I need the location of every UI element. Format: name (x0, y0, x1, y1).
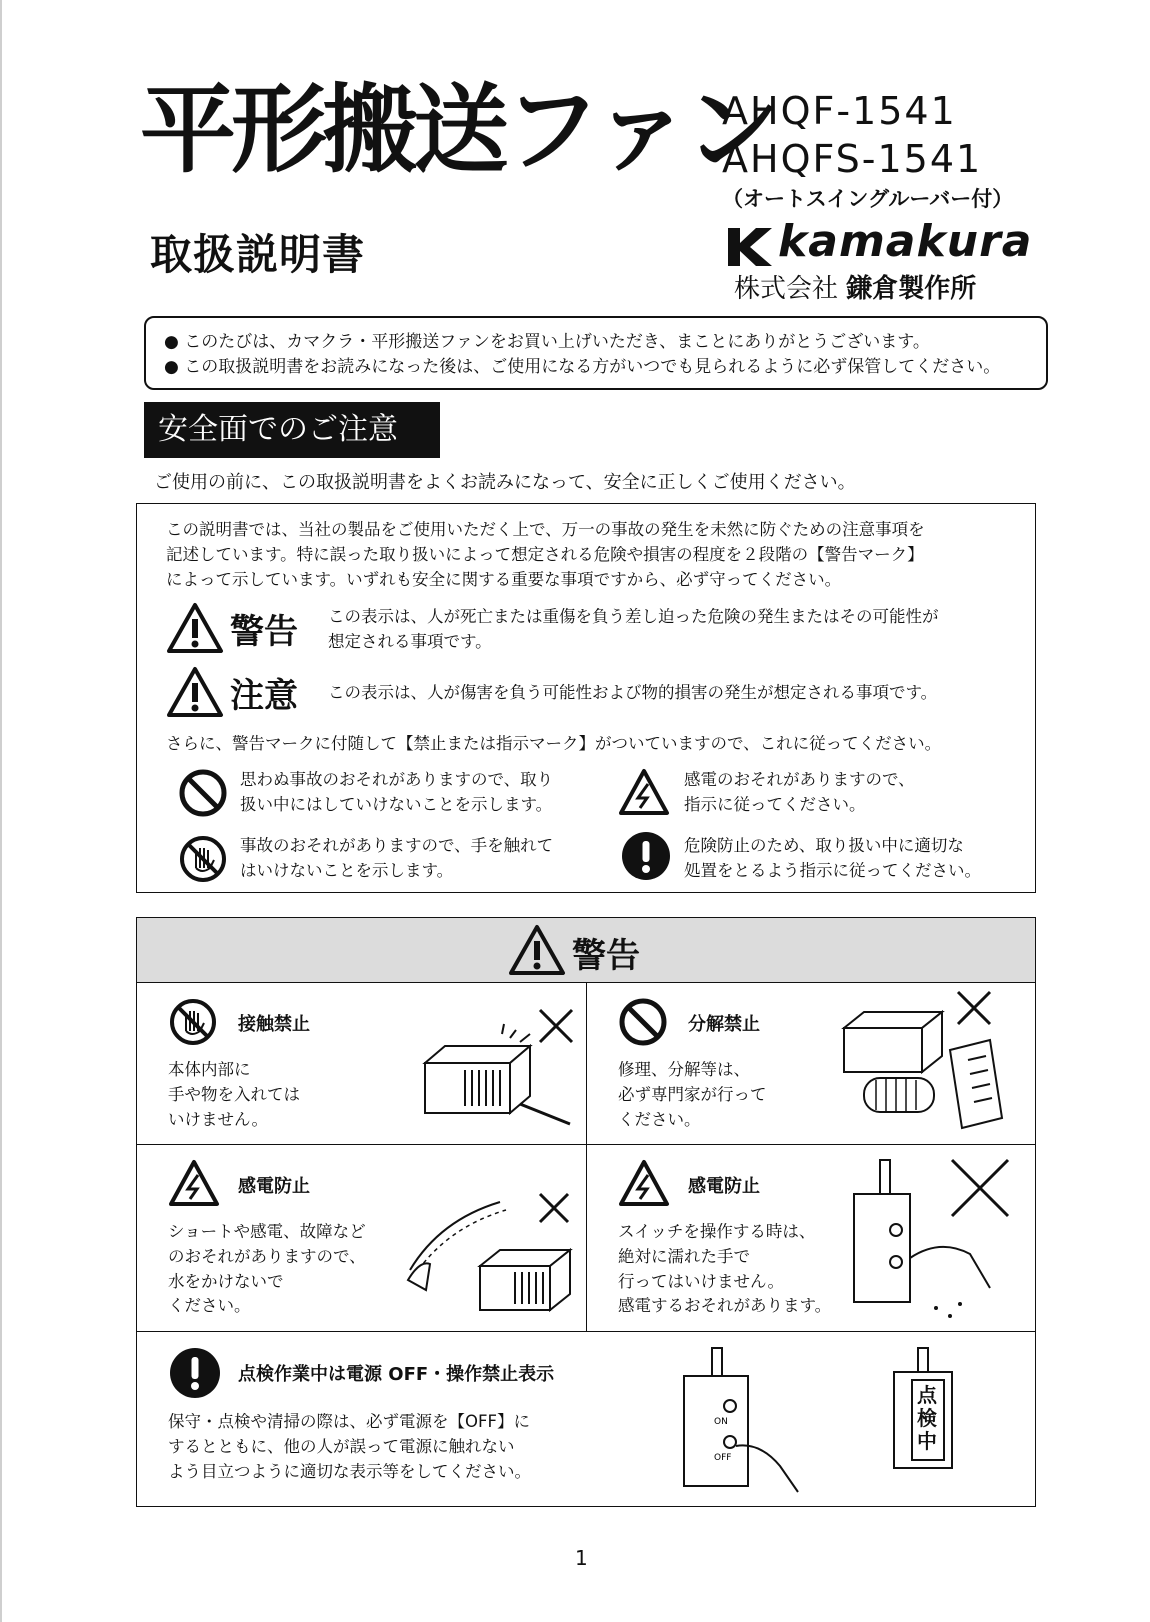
cell-title-power-off: 点検作業中は電源 OFF・操作禁止表示 (238, 1364, 555, 1385)
section-heading: 安全面でのご注意 (144, 402, 440, 458)
warning-desc-2: 想定される事項です。 (328, 632, 492, 651)
cell-title-no-disassembly: 分解禁止 (688, 1014, 760, 1035)
mark-shock-line-2: 指示に従ってください。 (684, 795, 866, 814)
cell-electric-shock-icon-2 (618, 1159, 670, 1207)
intro-line-1: ● このたびは、カマクラ・平形搬送ファンをお買い上げいただき、まことにありがとうございます。 (164, 332, 930, 352)
intro-line-1-text: このたびは、カマクラ・平形搬送ファンをお買い上げいただき、まことにありがとうございます。 (184, 332, 930, 352)
page-number: 1 (575, 1546, 588, 1570)
model-number-2: AHQFS-1541 (722, 137, 983, 181)
mark-notouch-line-1: 事故のおそれがありますので、手を触れて (240, 836, 554, 855)
company-logo (726, 216, 1033, 272)
cell-no-touch-icon (168, 997, 218, 1047)
warning-triangle-icon (166, 602, 224, 654)
prohibition-icon (178, 768, 228, 818)
caution-desc: この表示は、人が傷害を負う可能性および物的損害の発生が想定される事項です。 (328, 683, 938, 702)
mark-notouch-line-2: はいけないことを示します。 (240, 861, 454, 880)
caution-label: 注意 (230, 676, 298, 716)
table-divider-column (586, 982, 587, 1331)
disassembled-fan-illustration (838, 988, 1028, 1138)
cell-body-shock-water: ショートや感電、故障など のおそれがありますので、 水をかけないで ください。 (168, 1222, 366, 1316)
warning-desc-1: この表示は、人が死亡または重傷を負う差し迫った危険の発生またはその可能性が (328, 607, 939, 626)
cell-body-no-disassembly: 修理、分解等は、 必ず専門家が行って ください。 (618, 1060, 767, 1129)
company-main-name: 鎌倉製作所 (846, 274, 977, 304)
cell-prohibition-icon (618, 997, 668, 1047)
switch-off-label: OFF (714, 1453, 732, 1463)
explanation-line-1: この説明書では、当社の製品をご使用いただく上で、万一の事故の発生を未然に防ぐための注意事項を (166, 520, 925, 539)
mark-prohibition-line-1: 思わぬ事故のおそれがありますので、取り (240, 770, 554, 789)
mandatory-icon (620, 830, 672, 882)
caution-triangle-icon (166, 666, 224, 718)
warning-label: 警告 (230, 612, 298, 652)
cell-title-shock-switch: 感電防止 (688, 1176, 760, 1197)
no-touch-icon (178, 834, 228, 884)
explanation-line-2: 記述しています。特に誤った取り扱いによって想定される危険や損害の程度を２段階の【警告マーク】 (166, 545, 924, 564)
page-edge (0, 0, 2, 1622)
cell-title-shock-water: 感電防止 (238, 1176, 310, 1197)
warning-header-triangle-icon (508, 924, 566, 976)
logo-text: kamakura (778, 216, 1033, 267)
water-spray-illustration (400, 1180, 580, 1320)
warning-table-title: 警告 (572, 936, 640, 976)
mark-mandatory-line-2: 処置をとるよう指示に従ってください。 (684, 861, 981, 880)
intro-line-2-text: この取扱説明書をお読みになった後は、ご使用になる方がいつでも見られるように必ず保管してください。 (184, 357, 1001, 377)
mark-prohibition-line-2: 扱い中にはしていけないことを示します。 (240, 795, 553, 814)
manual-subtitle: 取扱説明書 (150, 230, 366, 279)
mark-shock-line-1: 感電のおそれがありますので、 (684, 770, 915, 789)
switch-off-illustration (680, 1346, 810, 1496)
electric-shock-icon (618, 768, 670, 816)
table-divider-row-2 (137, 1331, 1035, 1332)
cell-title-no-touch: 接触禁止 (238, 1014, 310, 1035)
cell-body-no-touch: 本体内部に 手や物を入れては いけません。 (168, 1060, 300, 1129)
product-title: 平形搬送ファン (140, 74, 776, 186)
cell-electric-shock-icon-1 (168, 1159, 220, 1207)
explanation-line-3: によって示しています。いずれも安全に関する重要な事項ですから、必ず守ってください。 (166, 570, 842, 589)
marks-intro: さらに、警告マークに付随して【禁止または指示マーク】がついていますので、これに従ってください。 (166, 734, 942, 753)
company-name (734, 268, 976, 305)
inspection-sign-text: 点検中 (917, 1383, 937, 1453)
cell-body-power-off: 保守・点検や清掃の際は、必ず電源を【OFF】に するとともに、他の人が誤って電源に触れない よう目立つように適切な表示等をしてください。 (168, 1412, 531, 1481)
wet-hand-switch-illustration (850, 1158, 1030, 1328)
intro-line-2: ● この取扱説明書をお読みになった後は、ご使用になる方がいつでも見られるように必ず保管してください。 (164, 357, 1001, 377)
mark-mandatory-line-1: 危険防止のため、取り扱い中に適切な (684, 836, 964, 855)
cell-body-shock-switch: スイッチを操作する時は、 絶対に濡れた手で 行ってはいけません。 感電するおそれがあります。 (618, 1222, 832, 1316)
model-number-1: AHQF-1541 (722, 89, 957, 133)
model-note: （オートスイングルーバー付） (722, 187, 1014, 211)
cell-mandatory-icon (168, 1346, 222, 1400)
section-lead: ご使用の前に、この取扱説明書をよくお読みになって、安全に正しくご使用ください。 (154, 472, 856, 493)
company-prefix: 株式会社 (734, 274, 839, 304)
fan-unit-touch-illustration (420, 1008, 580, 1136)
switch-on-label: ON (714, 1417, 728, 1427)
